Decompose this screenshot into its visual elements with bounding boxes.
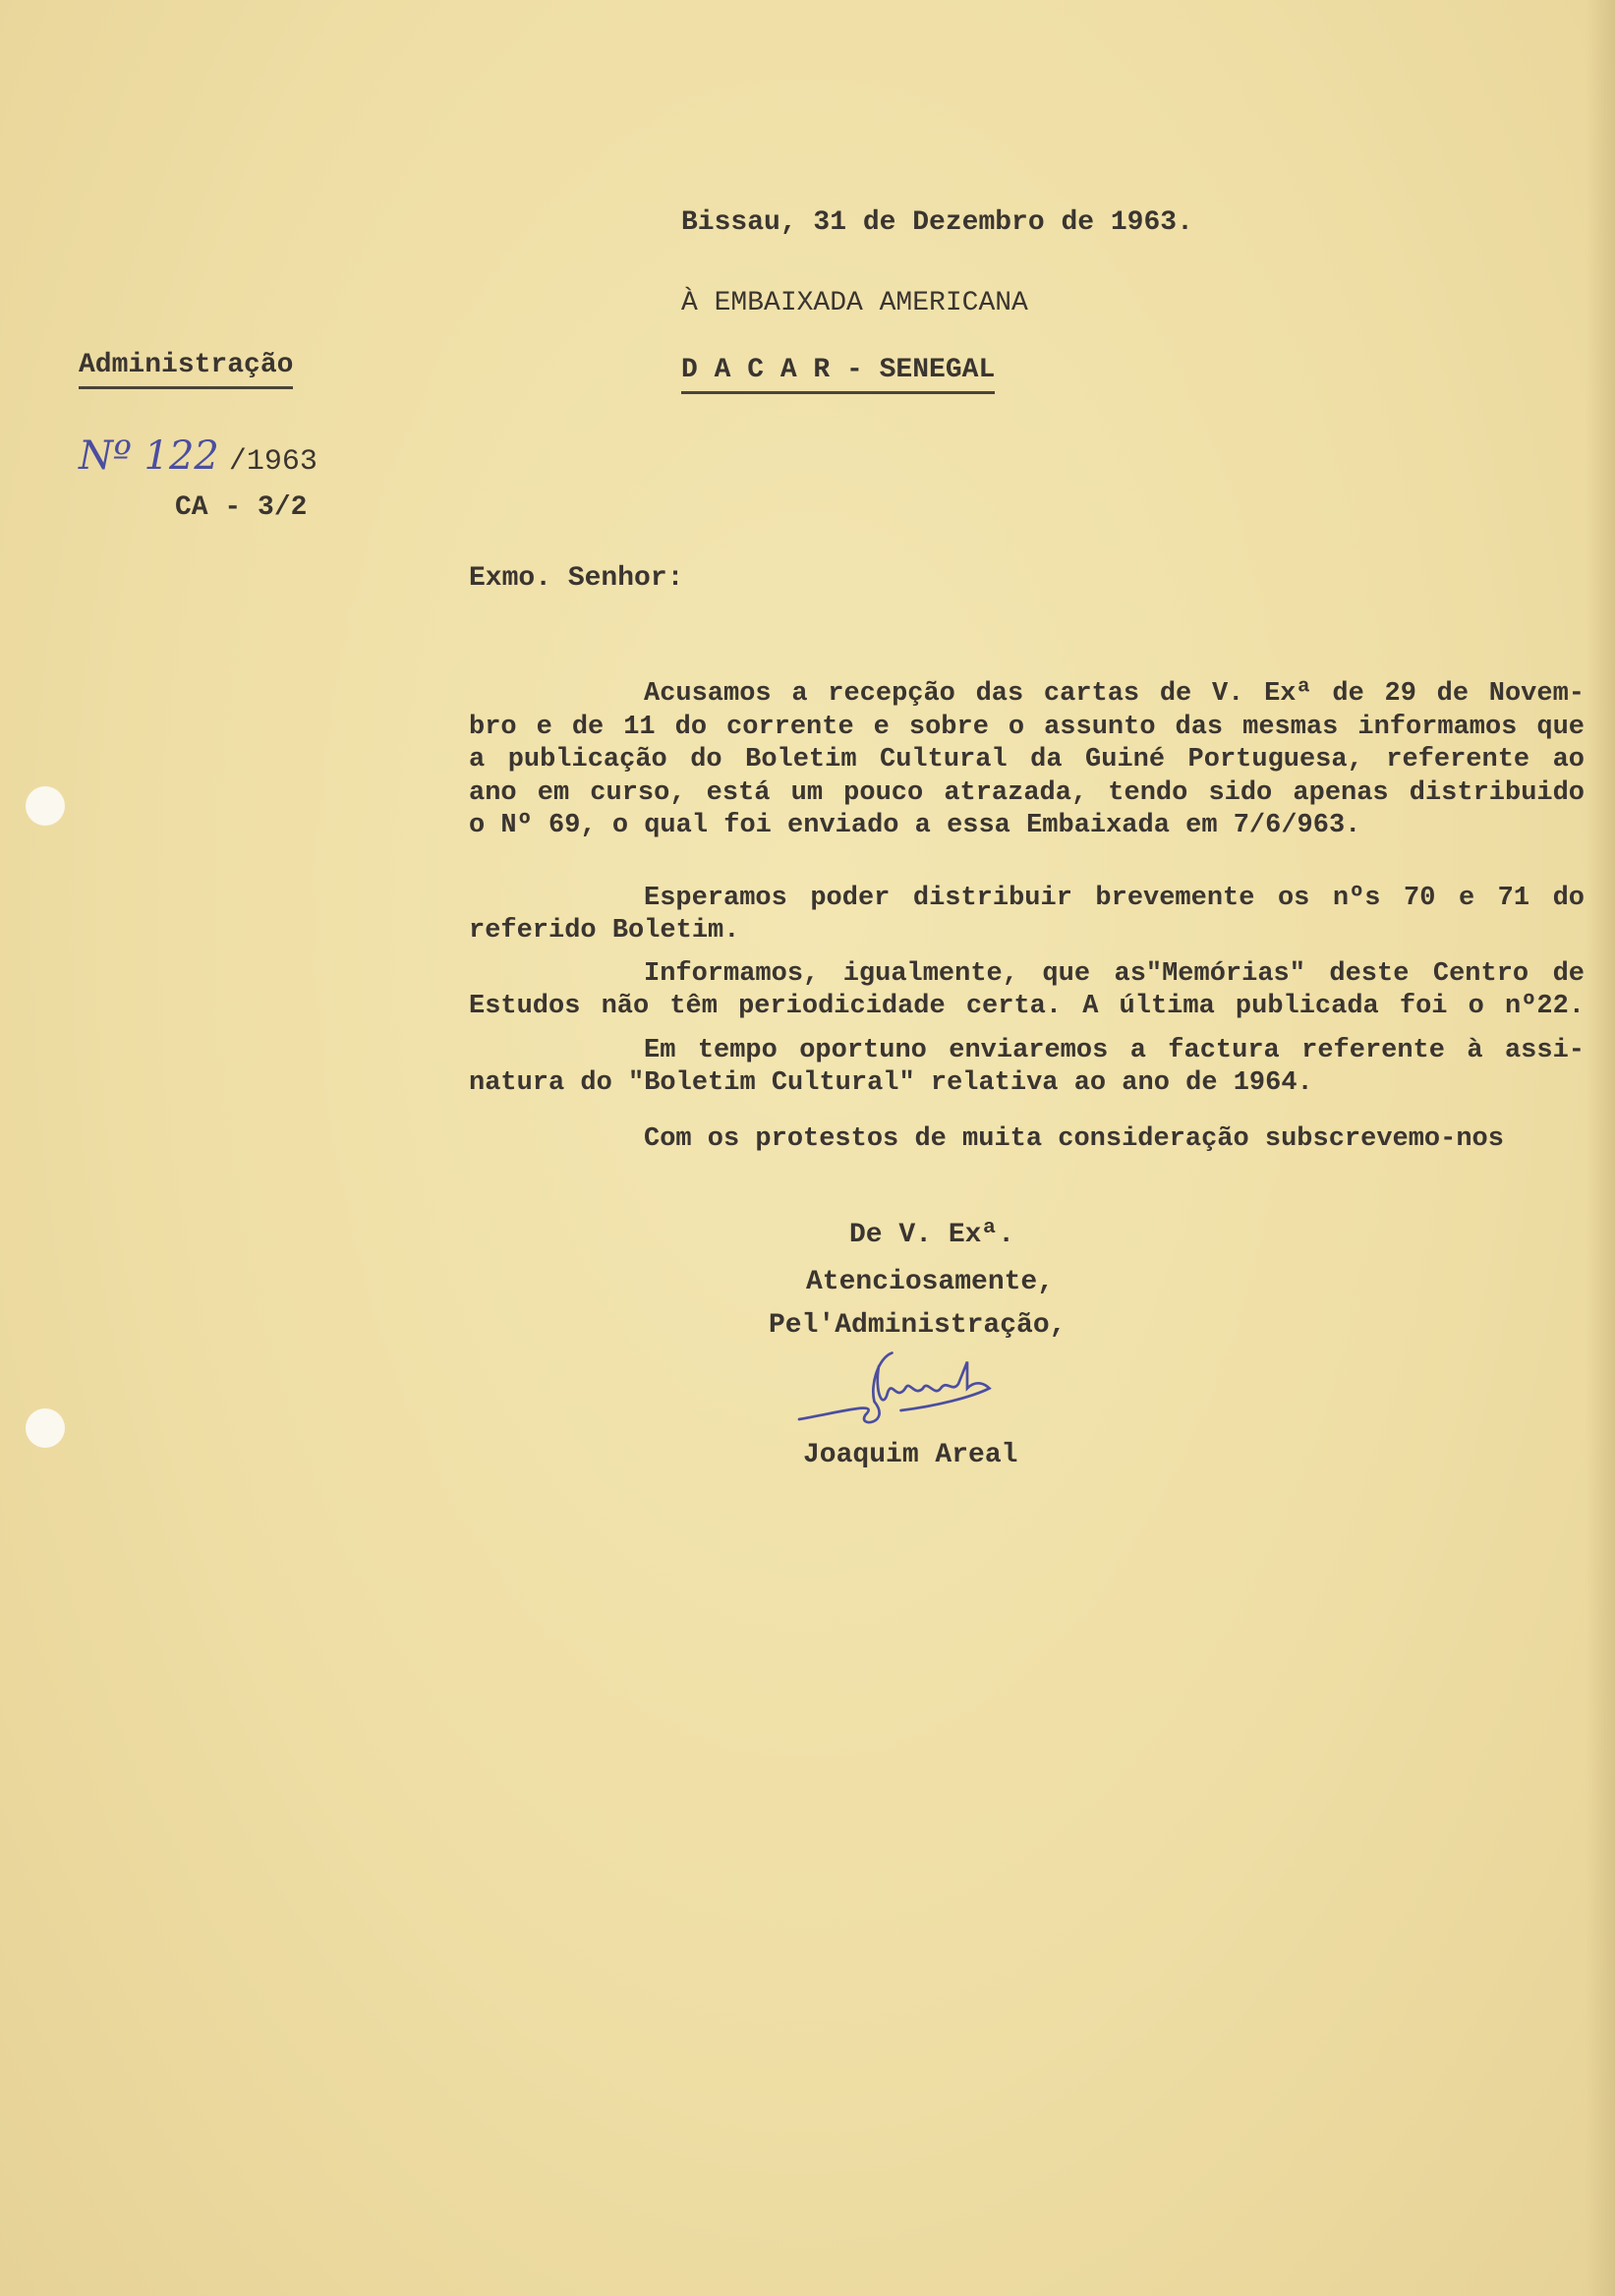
text-line: Estudos não têm periodicidade certa. A última publicada foi o nº22. <box>469 992 1585 1021</box>
text-line: natura do "Boletim Cultural" relativa ao ano de 1964. <box>469 1068 1313 1098</box>
text-line: Informamos, igualmente, que as"Memórias" deste Centro de <box>644 958 1585 989</box>
text-line: referido Boletim. <box>469 916 740 946</box>
file-code: CA - 3/2 <box>175 492 308 523</box>
signer-name: Joaquim Areal <box>803 1440 1018 1470</box>
text-line: Esperamos poder distribuir brevemente os nºs 70 e 71 do <box>644 883 1585 913</box>
closing-line-2: Atenciosamente, <box>806 1267 1055 1297</box>
paper-edge-shadow <box>1586 0 1615 2296</box>
punch-hole-upper <box>26 786 65 826</box>
letter-body <box>469 678 1585 1474</box>
closing-block <box>469 1219 1585 1474</box>
department: Administração <box>79 349 293 389</box>
salutation: Exmo. Senhor: <box>469 563 684 594</box>
text-line: bro e de 11 do corrente e sobre o assunto das mesmas informamos que <box>469 712 1585 742</box>
text-line: Em tempo oportuno enviaremos a factura referente à assi- <box>644 1035 1585 1065</box>
signature <box>781 1349 1047 1437</box>
location: D A C A R - SENEGAL <box>681 354 995 394</box>
text-line: a publicação do Boletim Cultural da Guiné Portuguesa, referente ao <box>469 745 1585 775</box>
punch-hole-lower <box>26 1408 65 1448</box>
paragraph-3 <box>469 958 1585 1024</box>
closing-line-3: Pel'Administração, <box>769 1310 1067 1341</box>
date-line: Bissau, 31 de Dezembro de 1963. <box>681 207 1193 238</box>
handwritten-reference-number: Nº 122 <box>79 433 219 479</box>
paragraph-5 <box>469 1123 1585 1157</box>
text-line: Acusamos a recepção das cartas de V. Exª de 29 de Novem- <box>644 679 1585 709</box>
paragraph-4 <box>469 1035 1585 1101</box>
text-line: Com os protestos de muita consideração subscrevemo-nos <box>644 1123 1504 1154</box>
reference-year: /1963 <box>228 445 317 479</box>
paragraph-1 <box>469 678 1585 843</box>
text-line: o Nº 69, o qual foi enviado a essa Embaixada em 7/6/963. <box>469 811 1361 840</box>
paragraph-2 <box>469 883 1585 948</box>
addressee: À EMBAIXADA AMERICANA <box>681 288 1028 318</box>
reference-number <box>79 432 317 480</box>
closing-line-1: De V. Exª. <box>849 1220 1015 1250</box>
text-line: ano em curso, está um pouco atrazada, tendo sido apenas distribuido <box>469 777 1585 808</box>
